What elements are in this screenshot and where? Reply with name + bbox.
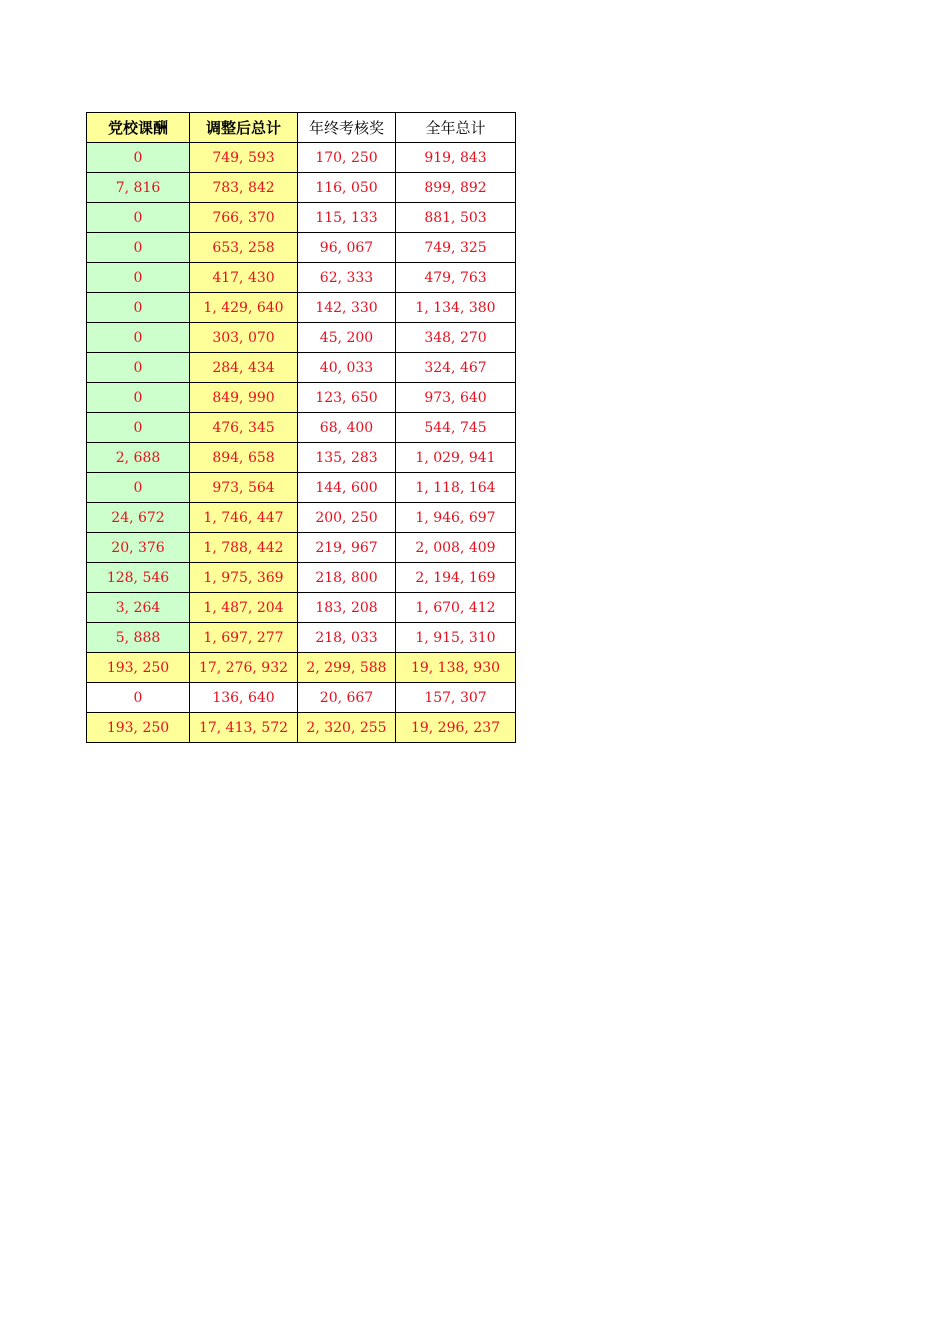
table-cell[interactable]: 0 xyxy=(87,473,190,503)
header-row xyxy=(87,113,516,143)
table-cell[interactable]: 1, 975, 369 xyxy=(190,563,298,593)
table-cell[interactable]: 0 xyxy=(87,683,190,713)
table-row xyxy=(87,173,516,203)
table-cell[interactable]: 0 xyxy=(87,143,190,173)
table-cell[interactable]: 1, 788, 442 xyxy=(190,533,298,563)
salary-table xyxy=(86,112,516,743)
table-row xyxy=(87,563,516,593)
table-cell[interactable]: 20, 667 xyxy=(298,683,396,713)
header-cell-annual-total[interactable]: 全年总计 xyxy=(396,113,516,143)
table-cell[interactable]: 0 xyxy=(87,323,190,353)
table-cell[interactable]: 766, 370 xyxy=(190,203,298,233)
grand-total-row xyxy=(87,713,516,743)
table-cell[interactable]: 68, 400 xyxy=(298,413,396,443)
table-row xyxy=(87,533,516,563)
table-cell[interactable]: 96, 067 xyxy=(298,233,396,263)
table-cell[interactable]: 417, 430 xyxy=(190,263,298,293)
table-cell[interactable]: 3, 264 xyxy=(87,593,190,623)
table-cell[interactable]: 894, 658 xyxy=(190,443,298,473)
table-cell[interactable]: 348, 270 xyxy=(396,323,516,353)
table-row xyxy=(87,473,516,503)
table-cell[interactable]: 0 xyxy=(87,293,190,323)
table-row xyxy=(87,623,516,653)
table-cell[interactable]: 193, 250 xyxy=(87,713,190,743)
header-cell-party-school-pay[interactable]: 党校课酬 xyxy=(87,113,190,143)
table-cell[interactable]: 218, 033 xyxy=(298,623,396,653)
table-row xyxy=(87,443,516,473)
table-cell[interactable]: 0 xyxy=(87,263,190,293)
table-cell[interactable]: 2, 688 xyxy=(87,443,190,473)
table-cell[interactable]: 1, 946, 697 xyxy=(396,503,516,533)
table-cell[interactable]: 24, 672 xyxy=(87,503,190,533)
table-cell[interactable]: 1, 118, 164 xyxy=(396,473,516,503)
table-cell[interactable]: 5, 888 xyxy=(87,623,190,653)
table-cell[interactable]: 17, 276, 932 xyxy=(190,653,298,683)
table-cell[interactable]: 2, 299, 588 xyxy=(298,653,396,683)
subtotal-row xyxy=(87,653,516,683)
table-row xyxy=(87,293,516,323)
table-cell[interactable]: 2, 194, 169 xyxy=(396,563,516,593)
table-cell[interactable]: 20, 376 xyxy=(87,533,190,563)
table-cell[interactable]: 17, 413, 572 xyxy=(190,713,298,743)
table-cell[interactable]: 142, 330 xyxy=(298,293,396,323)
table-row xyxy=(87,323,516,353)
table-cell[interactable]: 0 xyxy=(87,353,190,383)
table-cell[interactable]: 115, 133 xyxy=(298,203,396,233)
table-cell[interactable]: 170, 250 xyxy=(298,143,396,173)
table-row xyxy=(87,503,516,533)
table-cell[interactable]: 1, 697, 277 xyxy=(190,623,298,653)
table-cell[interactable]: 135, 283 xyxy=(298,443,396,473)
table-cell[interactable]: 544, 745 xyxy=(396,413,516,443)
table-cell[interactable]: 1, 670, 412 xyxy=(396,593,516,623)
table-cell[interactable]: 0 xyxy=(87,233,190,263)
header-cell-year-end-bonus[interactable]: 年终考核奖 xyxy=(298,113,396,143)
table-cell[interactable]: 303, 070 xyxy=(190,323,298,353)
table-cell[interactable]: 1, 134, 380 xyxy=(396,293,516,323)
table-cell[interactable]: 479, 763 xyxy=(396,263,516,293)
table-row xyxy=(87,143,516,173)
table-cell[interactable]: 123, 650 xyxy=(298,383,396,413)
table-cell[interactable]: 1, 487, 204 xyxy=(190,593,298,623)
table-cell[interactable]: 2, 320, 255 xyxy=(298,713,396,743)
table-cell[interactable]: 0 xyxy=(87,203,190,233)
table-cell[interactable]: 1, 915, 310 xyxy=(396,623,516,653)
table-cell[interactable]: 0 xyxy=(87,413,190,443)
table-cell[interactable]: 7, 816 xyxy=(87,173,190,203)
table-row xyxy=(87,593,516,623)
table-cell[interactable]: 849, 990 xyxy=(190,383,298,413)
table-cell[interactable]: 973, 640 xyxy=(396,383,516,413)
table-cell[interactable]: 973, 564 xyxy=(190,473,298,503)
table-row xyxy=(87,683,516,713)
table-cell[interactable]: 1, 746, 447 xyxy=(190,503,298,533)
table-cell[interactable]: 19, 138, 930 xyxy=(396,653,516,683)
table-cell[interactable]: 193, 250 xyxy=(87,653,190,683)
table-row xyxy=(87,383,516,413)
table-cell[interactable]: 919, 843 xyxy=(396,143,516,173)
table-cell[interactable]: 136, 640 xyxy=(190,683,298,713)
table-cell[interactable]: 783, 842 xyxy=(190,173,298,203)
table-cell[interactable]: 45, 200 xyxy=(298,323,396,353)
table-cell[interactable]: 62, 333 xyxy=(298,263,396,293)
table-cell[interactable]: 1, 029, 941 xyxy=(396,443,516,473)
table-row xyxy=(87,233,516,263)
table-cell[interactable]: 19, 296, 237 xyxy=(396,713,516,743)
table-row xyxy=(87,203,516,233)
table-row xyxy=(87,353,516,383)
table-cell[interactable]: 218, 800 xyxy=(298,563,396,593)
table-cell[interactable]: 476, 345 xyxy=(190,413,298,443)
table-body xyxy=(87,143,516,743)
table-cell[interactable]: 881, 503 xyxy=(396,203,516,233)
table-cell[interactable]: 200, 250 xyxy=(298,503,396,533)
table-cell[interactable]: 0 xyxy=(87,383,190,413)
table-cell[interactable]: 899, 892 xyxy=(396,173,516,203)
table-cell[interactable]: 1, 429, 640 xyxy=(190,293,298,323)
table-cell[interactable]: 116, 050 xyxy=(298,173,396,203)
table-cell[interactable]: 324, 467 xyxy=(396,353,516,383)
table-cell[interactable]: 653, 258 xyxy=(190,233,298,263)
table-cell[interactable]: 284, 434 xyxy=(190,353,298,383)
table-cell[interactable]: 219, 967 xyxy=(298,533,396,563)
table-cell[interactable]: 749, 325 xyxy=(396,233,516,263)
table-cell[interactable]: 2, 008, 409 xyxy=(396,533,516,563)
table-cell[interactable]: 128, 546 xyxy=(87,563,190,593)
table-cell[interactable]: 749, 593 xyxy=(190,143,298,173)
header-cell-adjusted-total[interactable]: 调整后总计 xyxy=(190,113,298,143)
table-row xyxy=(87,263,516,293)
table-cell[interactable]: 144, 600 xyxy=(298,473,396,503)
table-cell[interactable]: 157, 307 xyxy=(396,683,516,713)
table-cell[interactable]: 183, 208 xyxy=(298,593,396,623)
table-row xyxy=(87,413,516,443)
table-cell[interactable]: 40, 033 xyxy=(298,353,396,383)
